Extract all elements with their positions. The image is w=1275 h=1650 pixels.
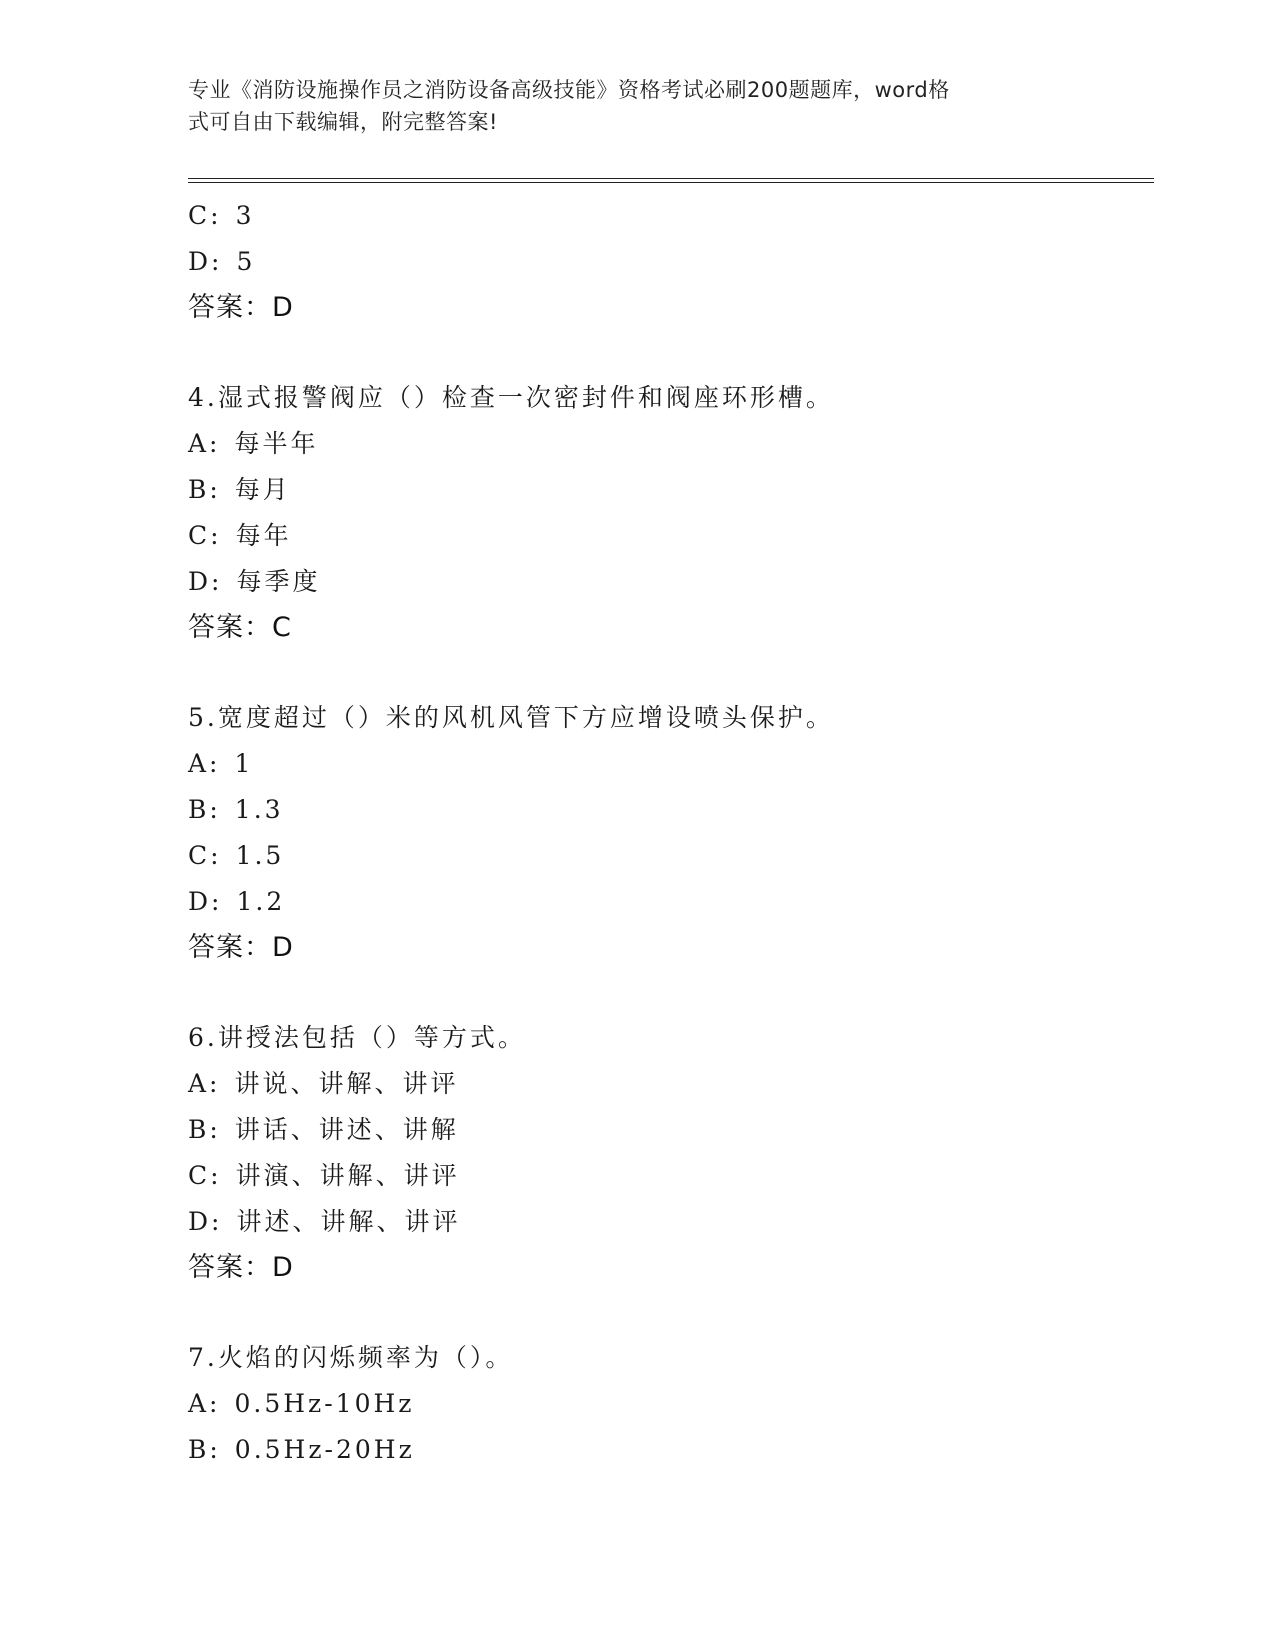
option-label: D: [188,1207,223,1236]
option-d [188,559,1148,605]
answer-line [188,925,1148,971]
option-label: C: [188,201,222,230]
question-number: 4. [188,383,218,412]
option-text: 每年 [235,521,292,550]
option-label: D: [188,887,223,916]
option-label: B: [188,1115,221,1144]
option-c [188,193,1148,239]
option-a [188,1061,1148,1107]
question-list [188,193,1148,1473]
option-text: 讲述、讲解、讲评 [236,1207,461,1236]
option-a [188,1381,1148,1427]
option-d [188,879,1148,925]
answer-line [188,1245,1148,1291]
question-number: 7. [188,1343,218,1372]
document-header [188,74,1068,138]
option-c [188,833,1148,879]
header-line-1: 专业《消防设施操作员之消防设备高级技能》资格考试必刷200题题库，word格 [188,78,950,102]
option-text: 1 [234,749,254,778]
option-text: 0.5Hz-10Hz [234,1389,415,1418]
question-stem [188,1335,1148,1381]
answer-label: 答案： [188,612,272,643]
question-5 [188,695,1148,971]
header-divider-bottom [188,182,1154,183]
question-6 [188,1015,1148,1291]
option-text: 讲说、讲解、讲评 [234,1069,459,1098]
answer-label: 答案： [188,292,272,323]
question-text: 宽度超过（）米的风机风管下方应增设喷头保护。 [217,703,834,732]
answer-value: D [272,292,294,323]
option-label: D: [188,247,223,276]
option-label: A: [188,749,221,778]
option-b [188,1107,1148,1153]
question-number: 5. [188,703,218,732]
option-text: 0.5Hz-20Hz [234,1435,415,1464]
option-text: 讲演、讲解、讲评 [235,1161,460,1190]
header-line-2: 式可自由下载编辑，附完整答案! [188,110,498,134]
option-label: C: [188,841,222,870]
answer-label: 答案： [188,932,272,963]
option-b [188,467,1148,513]
option-d [188,1199,1148,1245]
option-label: C: [188,1161,222,1190]
option-label: C: [188,521,222,550]
question-stem [188,375,1148,421]
option-text: 1.5 [235,841,285,870]
option-text: 3 [235,201,255,230]
question-number: 6. [188,1023,218,1052]
question-7 [188,1335,1148,1473]
option-label: B: [188,475,221,504]
question-text: 湿式报警阀应（）检查一次密封件和阀座环形槽。 [217,383,834,412]
option-label: D: [188,567,223,596]
option-label: B: [188,795,221,824]
option-text: 5 [236,247,256,276]
option-b [188,787,1148,833]
option-label: B: [188,1435,221,1464]
option-c [188,513,1148,559]
option-text: 1.3 [234,795,284,824]
option-text: 每月 [234,475,291,504]
option-text: 1.2 [236,887,286,916]
question-stem [188,695,1148,741]
option-text: 每季度 [236,567,321,596]
question-fragment [188,193,1148,331]
option-a [188,421,1148,467]
question-4 [188,375,1148,651]
answer-value: D [272,932,294,963]
option-c [188,1153,1148,1199]
answer-value: C [272,612,292,643]
option-text: 讲话、讲述、讲解 [234,1115,459,1144]
option-b [188,1427,1148,1473]
option-a [188,741,1148,787]
option-label: A: [188,1389,221,1418]
answer-line [188,285,1148,331]
question-text: 讲授法包括（）等方式。 [217,1023,526,1052]
option-label: A: [188,1069,221,1098]
question-text: 火焰的闪烁频率为（）。 [217,1343,514,1372]
option-d [188,239,1148,285]
option-text: 每半年 [234,429,319,458]
question-stem [188,1015,1148,1061]
option-label: A: [188,429,221,458]
answer-label: 答案： [188,1252,272,1283]
answer-line [188,605,1148,651]
header-divider-top [188,178,1154,179]
answer-value: D [272,1252,294,1283]
